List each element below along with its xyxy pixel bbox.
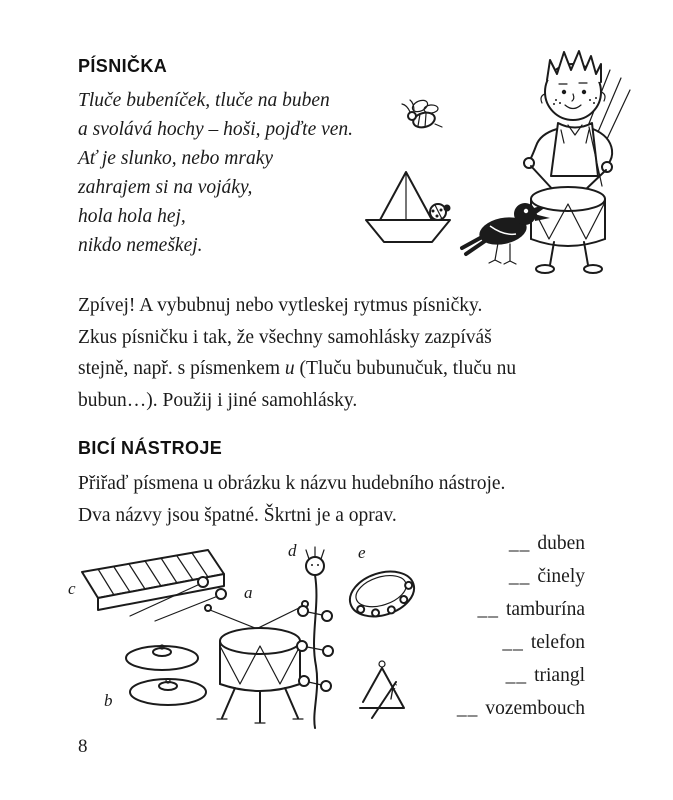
ladybug-illustration <box>430 204 451 220</box>
answer-label: triangl <box>534 665 585 686</box>
task-line: bubun…). Použij i jiné samohlásky. <box>78 389 358 411</box>
poem-line: Tluče bubeníček, tluče na buben <box>78 90 330 111</box>
drummer-boy-figure <box>524 51 612 273</box>
answer-blank: __ <box>477 599 499 620</box>
song-task-text <box>78 290 516 416</box>
cymbals-illustration <box>104 645 206 710</box>
instruction-line: Přiřaď písmena u obrázku k názvu hudebního nástroje. <box>78 473 506 494</box>
poem-line: Ať je slunko, nebo mraky <box>78 148 273 169</box>
xylophone-illustration <box>68 550 226 621</box>
bee-illustration <box>402 98 442 130</box>
answer-blank: __ <box>456 698 479 719</box>
poem-line: a svolává hochy – hoši, pojďte ven. <box>78 119 354 140</box>
answer-blank: __ <box>505 665 528 686</box>
triangle-illustration <box>360 661 404 718</box>
task-line <box>78 353 516 385</box>
poem-line: zahrajem si na vojáky, <box>78 177 253 198</box>
answer-label: činely <box>537 566 585 587</box>
poem-line: nikdo nemeškej. <box>78 235 203 256</box>
answer-blank: __ <box>508 533 531 554</box>
percussion-instruments-illustration <box>60 536 440 746</box>
label-e: e <box>358 543 366 562</box>
task-line: Zkus písničku i tak, že všechny samohlásky zazpíváš <box>78 326 492 348</box>
answer-label: tamburína <box>505 599 585 620</box>
tambourine-illustration <box>344 543 420 625</box>
song-section-title: PÍSNIČKA <box>78 56 168 76</box>
answer-row <box>457 626 585 659</box>
percussion-section-title: BICÍ NÁSTROJE <box>78 438 223 458</box>
label-c: c <box>68 579 76 598</box>
label-f: f <box>390 681 395 700</box>
answer-row <box>457 560 585 593</box>
label-a: a <box>244 583 253 602</box>
answer-list <box>457 527 585 725</box>
task-text: stejně, např. s písmenkem <box>78 358 285 379</box>
poem-line: hola hola hej, <box>78 206 186 227</box>
song-poem <box>78 86 353 260</box>
answer-label: telefon <box>530 632 585 653</box>
task-text: (Tluču bubunučuk, tluču nu <box>294 358 517 379</box>
answer-row <box>457 527 585 560</box>
page-number: 8 <box>78 736 88 757</box>
answer-blank: __ <box>502 632 524 653</box>
answer-row <box>457 692 585 725</box>
label-b: b <box>104 691 113 710</box>
answer-label: vozembouch <box>485 698 585 719</box>
answer-row <box>457 659 585 692</box>
percussion-instructions <box>78 468 505 531</box>
drum-illustration <box>205 583 308 723</box>
crow-illustration <box>462 202 553 264</box>
instruction-line: Dva názvy jsou špatné. Škrtni je a oprav. <box>78 504 397 526</box>
task-line: Zpívej! A vybubnuj nebo vytleskej rytmus písničky. <box>78 295 483 316</box>
answer-row <box>457 593 585 626</box>
answer-label: duben <box>537 533 585 554</box>
task-emphasis-letter: u <box>284 358 295 379</box>
drummer-boy-illustration <box>358 34 668 284</box>
answer-blank: __ <box>508 566 531 587</box>
label-d: d <box>288 541 297 560</box>
